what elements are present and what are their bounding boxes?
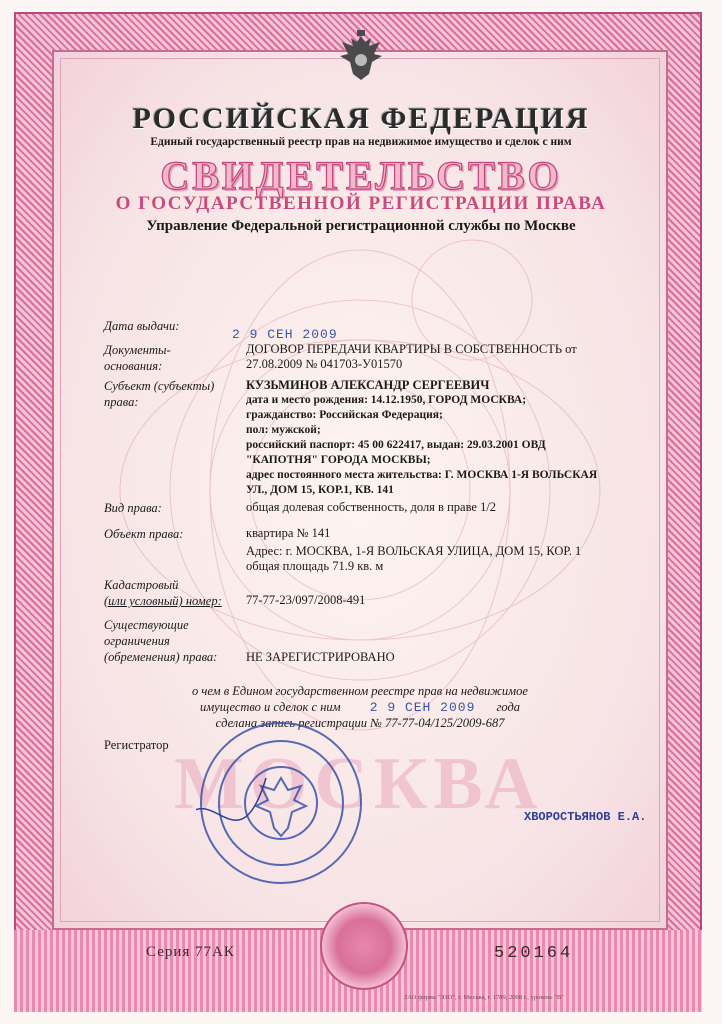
subject-line: КУЗЬМИНОВ АЛЕКСАНДР СЕРГЕЕВИЧ: [246, 378, 490, 392]
issue-date-stamp: 2 9 СЕН 2009: [232, 327, 338, 342]
documents-label: [104, 342, 171, 374]
documents-label-line: Документы-: [104, 343, 171, 357]
subject-line: УЛ., ДОМ 15, КОР.1, КВ. 141: [246, 484, 394, 496]
subject-line: дата и место рождения: 14.12.1950, ГОРОД МОСКВА;: [246, 394, 527, 406]
right-type-value: общая долевая собственность, доля в праве 1/2: [246, 500, 497, 514]
record-line-3: сделана запись регистрации № 77-77-04/125/2009-687: [215, 716, 505, 730]
cadastral-value: 77-77-23/097/2008-491: [246, 593, 366, 607]
object-value: [246, 526, 581, 574]
cadastral-label-line: Кадастровый: [104, 578, 179, 592]
subject-line: гражданство: Российская Федерация;: [246, 409, 443, 421]
cadastral-label-line: (или условный) номер:: [104, 594, 222, 608]
country-title: РОССИЙСКАЯ ФЕДЕРАЦИЯ: [132, 102, 590, 135]
object-label: Объект права:: [104, 527, 184, 541]
record-line-2: [110, 699, 610, 716]
object-value-line: общая площадь 71.9 кв. м: [246, 559, 384, 573]
record-line-1: о чем в Едином государственном реестре прав на недвижимое: [192, 684, 528, 698]
record-date-stamp: 2 9 СЕН 2009: [369, 700, 476, 715]
documents-value-line: 27.08.2009 № 041703-У01570: [246, 357, 403, 371]
documents-label-line: основания:: [104, 359, 163, 373]
restrictions-label-line: (обременения) права:: [104, 650, 218, 664]
signer-name-stamp: ХВОРОСТЬЯНОВ Е.А.: [524, 810, 647, 824]
official-seal-icon: [196, 718, 366, 888]
right-type-label: Вид права:: [104, 501, 162, 515]
city-watermark: МОСКВА: [174, 743, 544, 825]
serial-number: 520164: [494, 944, 574, 963]
object-value-line: Адрес: г. МОСКВА, 1-Я ВОЛЬСКАЯ УЛИЦА, ДОМ 15, КОР. 1: [246, 544, 582, 558]
subject-line: российский паспорт: 45 00 622417, выдан: 29.03.2001 ОВД: [246, 439, 546, 451]
registrar-label: Регистратор: [104, 738, 169, 752]
record-line-2-text: имущество и сделок с ним: [199, 700, 341, 714]
registry-line: Единый государственный реестр прав на недвижимое имущество и сделок с ним: [150, 136, 572, 148]
certificate-subtitle: О ГОСУДАРСТВЕННОЙ РЕГИСТРАЦИИ ПРАВА: [115, 193, 607, 214]
certificate-title: СВИДЕТЕЛЬСТВО: [160, 153, 562, 198]
record-line-2-year: года: [496, 700, 521, 714]
cadastral-label: [104, 577, 222, 609]
subject-label: [104, 378, 214, 410]
subject-label-line: Субъект (субъекты): [104, 379, 215, 393]
restrictions-label-line: ограничения: [104, 634, 170, 648]
documents-value: [246, 342, 577, 372]
double-headed-eagle-icon: [336, 28, 386, 84]
subject-line: адрес постоянного места жительства: Г. МОСКВА 1-Я ВОЛЬСКАЯ: [246, 469, 598, 481]
documents-value-line: ДОГОВОР ПЕРЕДАЧИ КВАРТИРЫ В СОБСТВЕННОСТЬ от: [246, 342, 577, 356]
object-value-line: квартира № 141: [246, 526, 331, 540]
printer-imprint: ЗАО фирма "ЭЗО", г. Москва, г. 1789, 2008 г., уровень "В": [404, 994, 564, 1001]
restrictions-label-line: Существующие: [104, 618, 189, 632]
subject-line: "КАПОТНЯ" ГОРОДА МОСКВЫ;: [246, 454, 431, 466]
subject-label-line: права:: [104, 395, 139, 409]
restrictions-label: [104, 617, 217, 665]
series-number: Серия 77АК: [146, 944, 235, 960]
restrictions-value: НЕ ЗАРЕГИСТРИРОВАНО: [246, 650, 395, 664]
subject-value: [246, 378, 646, 498]
agency-name: Управление Федеральной регистрационной службы по Москве: [146, 218, 576, 234]
rosette-ornament: [320, 902, 408, 990]
issue-date-label: Дата выдачи:: [104, 319, 180, 333]
subject-line: пол: мужской;: [246, 424, 321, 436]
